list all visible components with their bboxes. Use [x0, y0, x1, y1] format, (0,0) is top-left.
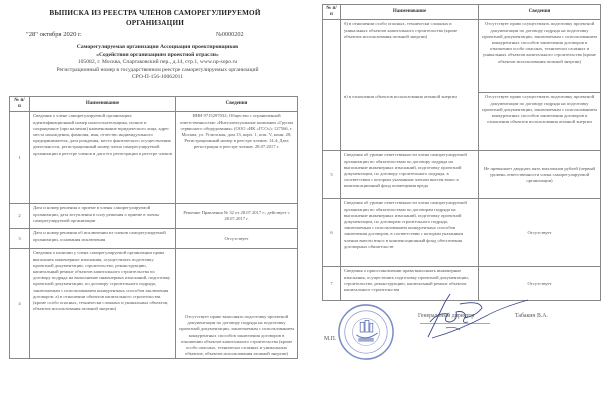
row-num: 6: [323, 199, 341, 267]
table-row: [10, 249, 298, 359]
row-name: Сведения о приостановлении права выполнять инженерные изыскания, осуществлять подготовку проектной документации, строительство, реконструкцию, капитальный ремонт объектов капитального строительства: [341, 267, 479, 301]
row-num: [323, 20, 341, 151]
org-line-2: «Содействия организациям проектной отрасли»: [96, 51, 219, 58]
row-name: Сведения о члене саморегулируемой организации: идентификационный номер налогоплательщика, полное и сокращенное (при наличии) наименование юридического лица, адрес места нахождения, фамилия, имя, отчество индивидуального предпринимателя, дата рождения, место фактического осуществления деятельности, регистрационный номер члена саморегулируемой организации в реестре членов и дата его регистрации в реестре членов: [30, 112, 176, 204]
header-value: Сведения: [176, 97, 298, 112]
table-row: [10, 112, 298, 204]
table-row: [10, 229, 298, 249]
row-name: Сведения об уровне ответственности члена саморегулируемой организации по обязательствам по договору подряда на выполнение инженерных изысканий, подготовку проектной документации, по договору строительного подряда, в соответствии с которым указанным членом внесен взнос в компенсационный фонд возмещения вреда: [341, 151, 479, 199]
row-name: Сведения о наличии у члена саморегулируемой организации права выполнять инженерные изыскания, осуществлять подготовку проектной документации, строительство, реконструкцию, капитальный ремонт объектов капитального строительства по договору подряда на выполнение инженерных изысканий, подготовку проектной документации, по договору строительного подряда, заключаемым с использованием конкурентных способов заключения договоров: а) в отношении объектов капитального строительства (кроме особо опасных, технически сложных и уникальных объектов, объектов использования атомной энергии): [30, 249, 176, 359]
row-num: 2: [10, 204, 30, 229]
row-num: 1: [10, 112, 30, 204]
header-name: Наименование: [341, 5, 479, 20]
row-name: Сведения об уровне ответственности члена саморегулируемой организации по обязательствам по договорам подряда на выполнение инженерных изысканий, подготовку проектной документации, по договорам строительного подряда, заключаемым с использованием конкурентных способов заключения договоров, в соответствии с которым указанным членом внесен взнос в компенсационный фонд обеспечения договорных обязательств: [341, 199, 479, 267]
registry-table-left: [9, 96, 298, 359]
table-row: [323, 20, 601, 93]
table-row: [323, 151, 601, 199]
header-num: № п/п: [10, 97, 30, 112]
org-registry-label: Регистрационный номер в государственном реестре саморегулируемых организаций: [56, 66, 259, 73]
row-num: 4: [10, 249, 30, 359]
row-name: Дата и номер решения о приеме в члены саморегулируемой организации, дата вступления в силу решения о приеме в члены саморегулируемой организации: [30, 204, 176, 229]
document-number: №0000202: [216, 31, 244, 38]
row-value: Отсутствует право осуществлять подготовку проектной документации по договору подряда на подготовку проектной документации, заключаемым с использованием конкурентных способов заключения договоров в отношении объектов использования атомной энергии: [479, 93, 601, 151]
row-name: Дата и номер решения об исключении из членов саморегулируемой организации, основания исключения: [30, 229, 176, 249]
row-value: Отсутствует право осуществлять подготовку проектной документации по договору подряда на подготовку проектной документации, заключаемым с использованием конкурентных способов заключения договоров в отношении особо опасных, технически сложных и уникальных объектов капитального строительства (кроме объектов использования атомной энергии): [479, 20, 601, 93]
table-row: [10, 204, 298, 229]
row-num: 3: [10, 229, 30, 249]
row-value: Отсутствует: [479, 267, 601, 301]
table-header-row: [10, 97, 298, 112]
row-value: Отсутствует: [176, 229, 298, 249]
signatory-position: Генеральный директор: [418, 313, 475, 319]
document-title: ВЫПИСКА ИЗ РЕЕСТРА ЧЛЕНОВ САМОРЕГУЛИРУЕМОЙ ОРГАНИЗАЦИИ: [49, 9, 261, 27]
row-value: ИНН 9715297032; Общество с ограниченной ответственностью «Интеллектуальные компании «Группа сервисного оборудования» (ООО «ИК «ГСО»); 127566, г. Москва, ул. Угличская, дом 13, корп. 1, пом. V, комн. 28; Регистрационный номер в реестре членов: 14.4; Дата регистрации в реестре членов: 28.07.2017 г.: [176, 112, 298, 204]
header-name: Наименование: [30, 97, 176, 112]
row-value: Решение Правления № 32 от 28.07.2017 г.; действует с 28.07.2017 г.: [176, 204, 298, 229]
row-num: 5: [323, 151, 341, 199]
org-registry-number: СРО-П-156-10062011: [131, 74, 184, 81]
registry-table-right: [322, 4, 601, 301]
table-header-row: [323, 5, 601, 20]
signatory-name: Табакин В.А.: [515, 313, 548, 319]
row-name: б) в отношении особо опасных, технически сложных и уникальных объектов капитального строительства (кроме объектов использования атомной энергии): [341, 20, 479, 93]
stamp-icon: [337, 303, 395, 361]
organization-info: [20, 44, 295, 82]
table-row: [323, 199, 601, 267]
stamp-label: М.П.: [324, 336, 337, 342]
row-value: Отсутствует право выполнять подготовку проектной документации по договору подряда на подготовку проектной документации, заключаемым с использованием конкурентных способов заключения договоров в отношении объектов капитального строительства (кроме особо опасных, технически сложных и уникальных объектов, объектов использования атомной энергии): [176, 249, 298, 359]
row-value: Не превышает двадцать пять миллионов рублей (первый уровень ответственности члена саморегулируемой организации): [479, 151, 601, 199]
org-address: 105082, г. Москва, Спартаковский пер., д.14, стр.1, www.np-sopo.ru: [77, 59, 238, 66]
row-value: Отсутствует: [479, 199, 601, 267]
row-num: 7: [323, 267, 341, 301]
document-date: "28" октября 2020 г.: [26, 31, 82, 38]
header-num: № п/п: [323, 5, 341, 20]
org-line-1: Саморегулируемая организация Ассоциация проектировщиков: [76, 44, 239, 50]
table-row: [323, 93, 601, 151]
row-name: в) в отношении объектов использования атомной энергии: [341, 93, 479, 151]
header-value: Сведения: [479, 5, 601, 20]
signature-icon: [420, 292, 530, 342]
